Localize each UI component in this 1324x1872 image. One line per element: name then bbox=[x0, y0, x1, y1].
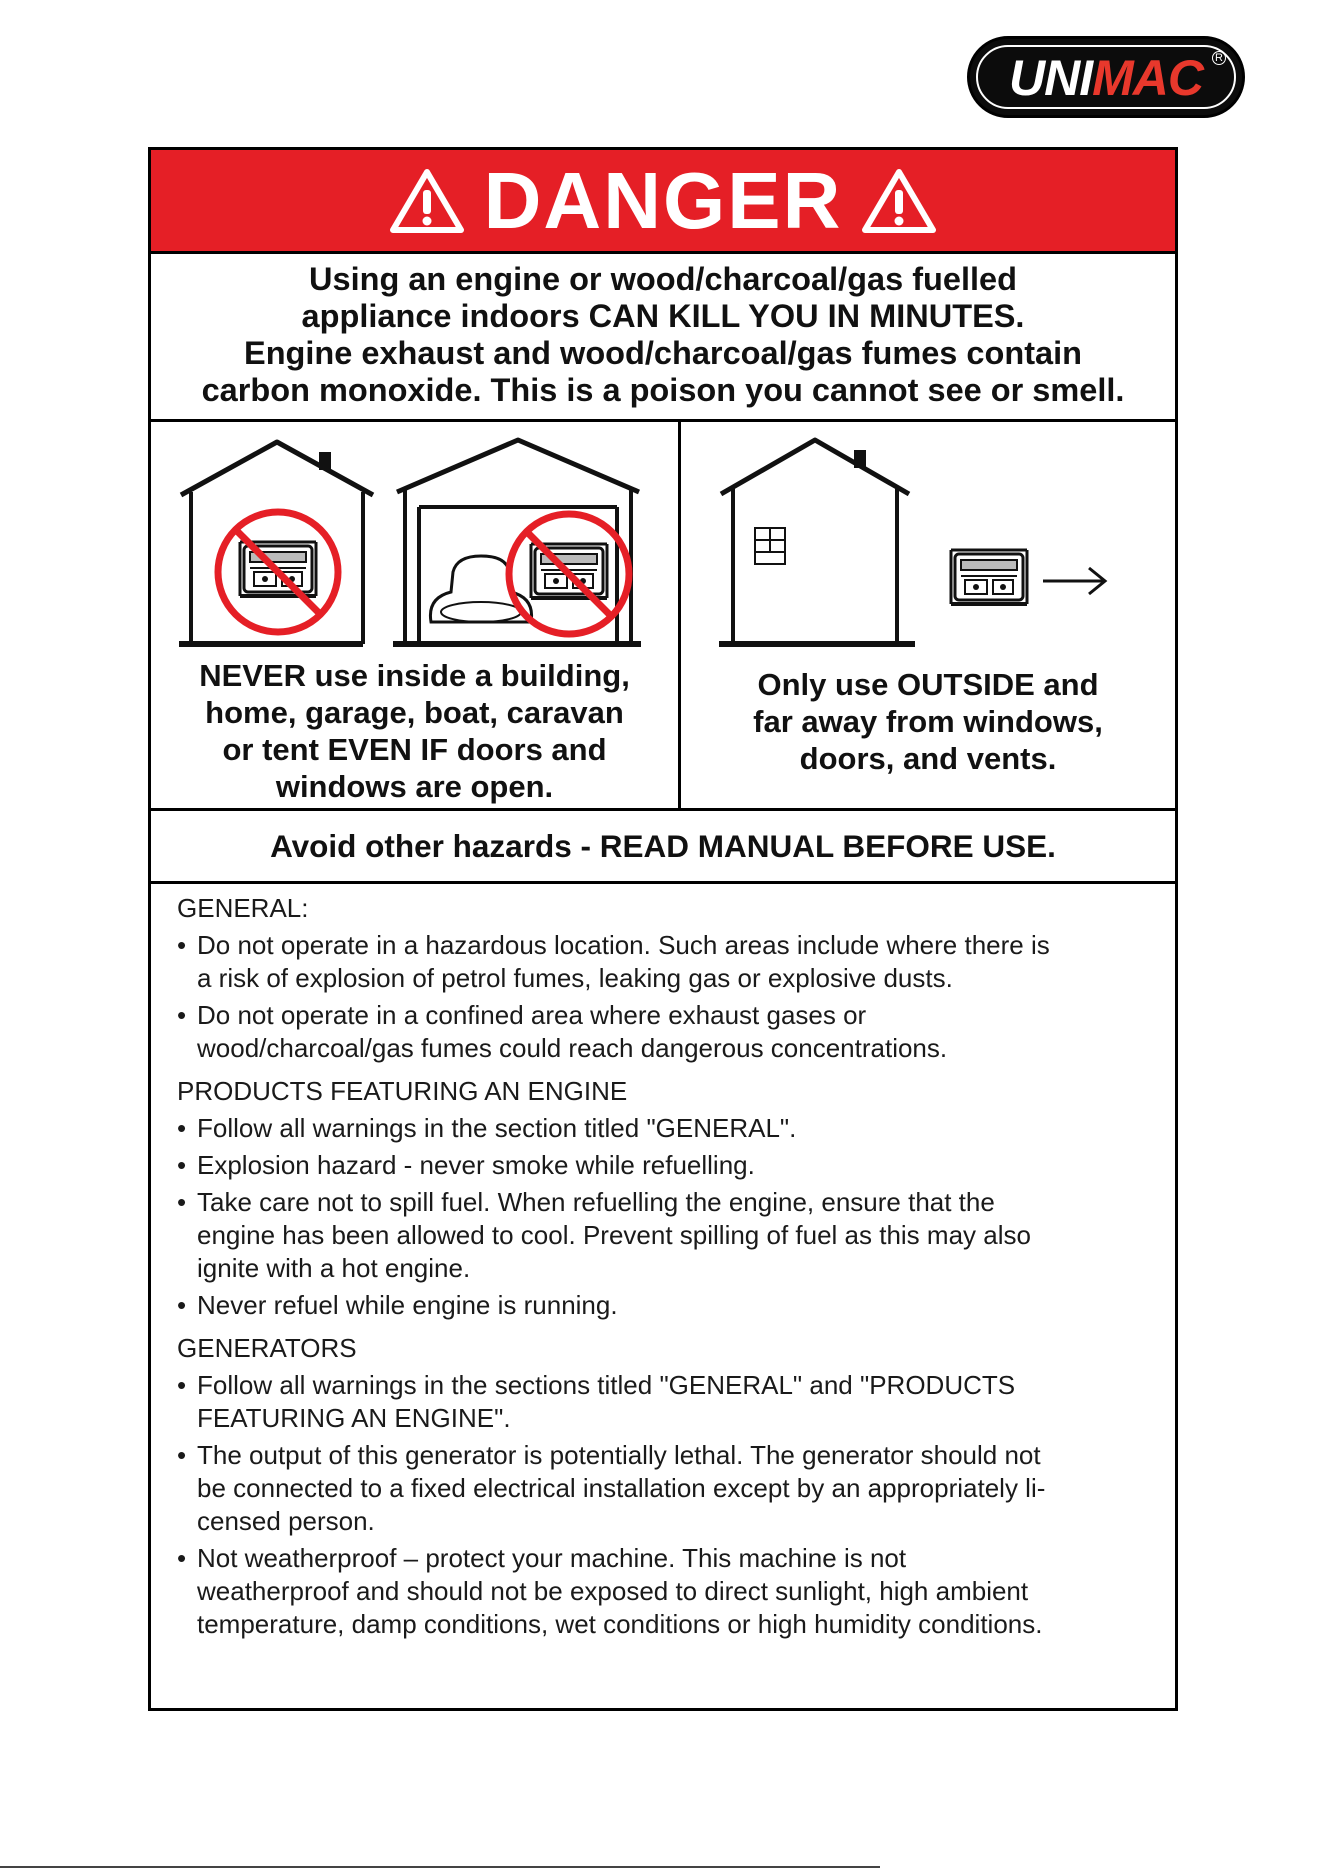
section-heading-engine: PRODUCTS FEATURING AN ENGINE bbox=[177, 1076, 628, 1106]
rule-line: a risk of explosion of petrol fumes, leaking gas or explosive dusts. bbox=[197, 963, 953, 993]
section-heading-general: GENERAL: bbox=[177, 893, 309, 923]
rule-line: censed person. bbox=[197, 1506, 375, 1536]
rule-item bbox=[177, 1289, 1155, 1322]
outside-line: far away from windows, bbox=[753, 704, 1103, 739]
read-manual-notice: Avoid other hazards - READ MANUAL BEFORE USE. bbox=[151, 811, 1175, 884]
rule-line: wood/charcoal/gas fumes could reach dangerous concentrations. bbox=[197, 1033, 948, 1063]
garage-prohibited-generator-icon bbox=[393, 440, 641, 644]
generator-outside-icon bbox=[951, 550, 1027, 604]
rule-line: weatherproof and should not be exposed to direct sunlight, high ambient bbox=[197, 1576, 1029, 1606]
rule-line: engine has been allowed to cool. Prevent spilling of fuel as this may also bbox=[197, 1220, 1031, 1250]
rule-line: • Take care not to spill fuel. When refuelling the engine, ensure that the bbox=[197, 1187, 995, 1217]
unimac-logo bbox=[967, 36, 1245, 118]
never-line: NEVER use inside a building, bbox=[199, 658, 630, 693]
rule-line: • Do not operate in a hazardous location. Such areas include where there is bbox=[197, 930, 1050, 960]
pictogram-illustrations bbox=[151, 422, 1175, 662]
danger-banner bbox=[151, 150, 1175, 254]
logo-text-uni: UNI bbox=[1009, 50, 1093, 106]
logo-text-mac: MAC bbox=[1092, 50, 1203, 106]
rule-line: • Never refuel while engine is running. bbox=[197, 1290, 618, 1320]
arrow-right-icon bbox=[1043, 568, 1105, 594]
rule-item bbox=[177, 1149, 1155, 1182]
safety-rules bbox=[177, 892, 1155, 1641]
rule-line: • Follow all warnings in the section titled "GENERAL". bbox=[197, 1113, 797, 1143]
registered-mark: R bbox=[1212, 51, 1226, 65]
rule-item bbox=[177, 1112, 1155, 1145]
section-heading-generators: GENERATORS bbox=[177, 1333, 357, 1363]
intro-line: Using an engine or wood/charcoal/gas fuelled bbox=[309, 261, 1017, 297]
intro-warning bbox=[151, 254, 1175, 422]
rule-item bbox=[177, 929, 1155, 995]
rule-line: • Explosion hazard - never smoke while refuelling. bbox=[197, 1150, 755, 1180]
pictogram-panel bbox=[151, 422, 1175, 811]
rule-item bbox=[177, 999, 1155, 1065]
outside-caption bbox=[681, 666, 1175, 777]
warning-triangle-icon bbox=[862, 168, 936, 234]
rule-line: FEATURING AN ENGINE". bbox=[197, 1403, 511, 1433]
rule-line: temperature, damp conditions, wet conditions or high humidity conditions. bbox=[197, 1609, 1043, 1639]
intro-line: appliance indoors CAN KILL YOU IN MINUTES. bbox=[301, 298, 1025, 334]
outside-line: Only use OUTSIDE and bbox=[757, 667, 1099, 702]
rule-line: ignite with a hot engine. bbox=[197, 1253, 471, 1283]
never-line: windows are open. bbox=[275, 769, 554, 804]
rule-item bbox=[177, 1542, 1155, 1641]
house-icon bbox=[719, 440, 915, 644]
danger-title: DANGER bbox=[483, 155, 843, 245]
danger-sign bbox=[148, 147, 1178, 1711]
rule-line: • Not weatherproof – protect your machine. This machine is not bbox=[197, 1543, 907, 1573]
never-caption bbox=[151, 657, 678, 805]
intro-line: carbon monoxide. This is a poison you cannot see or smell. bbox=[201, 372, 1125, 408]
page-footer-rule bbox=[0, 1866, 880, 1868]
warning-triangle-icon bbox=[390, 168, 464, 234]
rule-line: • Do not operate in a confined area where exhaust gases or bbox=[197, 1000, 867, 1030]
rule-line: be connected to a fixed electrical installation except by an appropriately li- bbox=[197, 1473, 1046, 1503]
outside-line: doors, and vents. bbox=[799, 741, 1057, 776]
rule-item bbox=[177, 1186, 1155, 1285]
never-line: home, garage, boat, caravan bbox=[205, 695, 624, 730]
house-prohibited-generator-icon bbox=[179, 442, 373, 644]
rule-item bbox=[177, 1439, 1155, 1538]
rule-line: • Follow all warnings in the sections titled "GENERAL" and "PRODUCTS bbox=[197, 1370, 1016, 1400]
never-line: or tent EVEN IF doors and bbox=[222, 732, 607, 767]
rule-line: • The output of this generator is potentially lethal. The generator should not bbox=[197, 1440, 1041, 1470]
intro-line: Engine exhaust and wood/charcoal/gas fumes contain bbox=[244, 335, 1082, 371]
rule-item bbox=[177, 1369, 1155, 1435]
